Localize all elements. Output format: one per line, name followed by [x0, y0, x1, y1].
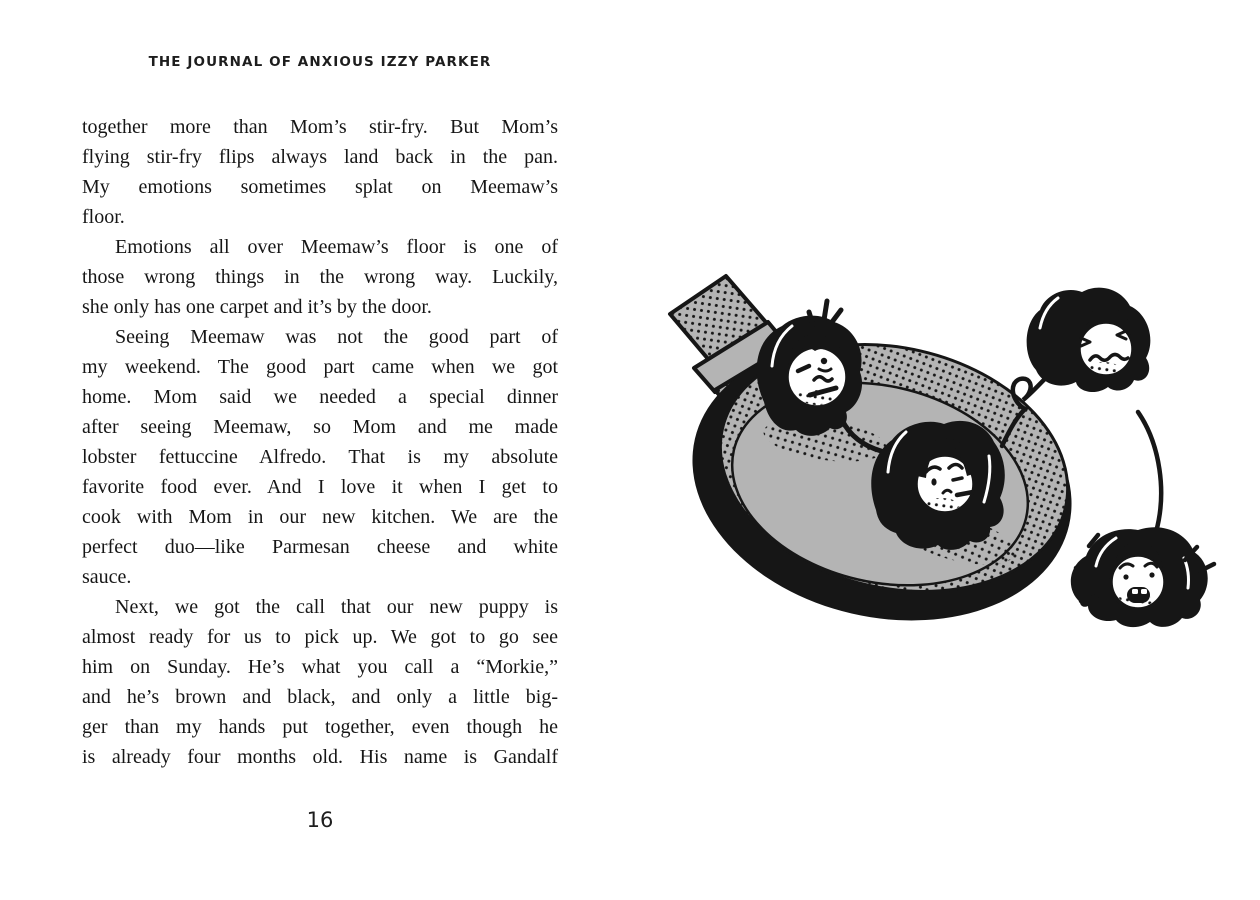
text-line: flying stir-fry flips always land back in the pan.: [82, 146, 558, 168]
text-line: floor.: [82, 206, 125, 228]
girl-face-in-pan-left: [757, 301, 862, 436]
trajectory-arc: [1138, 412, 1161, 532]
text-line: sauce.: [82, 566, 132, 588]
paragraph: [82, 232, 558, 322]
text-line: those wrong things in the wrong way. Luckily,: [82, 266, 558, 288]
text-column: [82, 112, 558, 772]
text-line: My emotions sometimes splat on Meemaw’s: [82, 176, 558, 198]
text-line: him on Sunday. He’s what you call a “Morkie,”: [82, 656, 558, 678]
text-line: is already four months old. His name is Gandalf: [82, 746, 558, 768]
text-line: Emotions all over Meemaw’s floor is one of: [115, 236, 558, 258]
text-line: Next, we got the call that our new puppy is: [115, 596, 558, 618]
paragraph: [82, 112, 558, 232]
text-line: favorite food ever. And I love it when I get to: [82, 476, 558, 498]
girl-face-flying-bottom-right: [1071, 527, 1214, 627]
text-line: after seeing Meemaw, so Mom and me made: [82, 416, 558, 438]
text-line: perfect duo—like Parmesan cheese and white: [82, 536, 558, 558]
text-line: home. Mom said we needed a special dinner: [82, 386, 558, 408]
text-line: she only has one carpet and it’s by the door.: [82, 296, 432, 318]
text-line: lobster fettuccine Alfredo. That is my absolute: [82, 446, 558, 468]
text-line: together more than Mom’s stir-fry. But Mom’s: [82, 116, 558, 138]
paragraph: [82, 592, 558, 772]
text-line: cook with Mom in our new kitchen. We are the: [82, 506, 558, 528]
frying-pan-illustration: [640, 270, 1220, 650]
paragraph: [82, 322, 558, 592]
text-line: ger than my hands put together, even though he: [82, 716, 558, 738]
page-header: THE JOURNAL OF ANXIOUS IZZY PARKER: [148, 54, 492, 70]
text-line: and he’s brown and black, and only a little big-: [82, 686, 558, 708]
page-number: 16: [306, 808, 334, 832]
text-line: almost ready for us to pick up. We got to go see: [82, 626, 558, 648]
text-line: my weekend. The good part came when we got: [82, 356, 558, 378]
text-line: Seeing Meemaw was not the good part of: [115, 326, 558, 348]
surprise-marks: [809, 301, 841, 325]
girl-face-flying-top-right: [1027, 288, 1151, 392]
